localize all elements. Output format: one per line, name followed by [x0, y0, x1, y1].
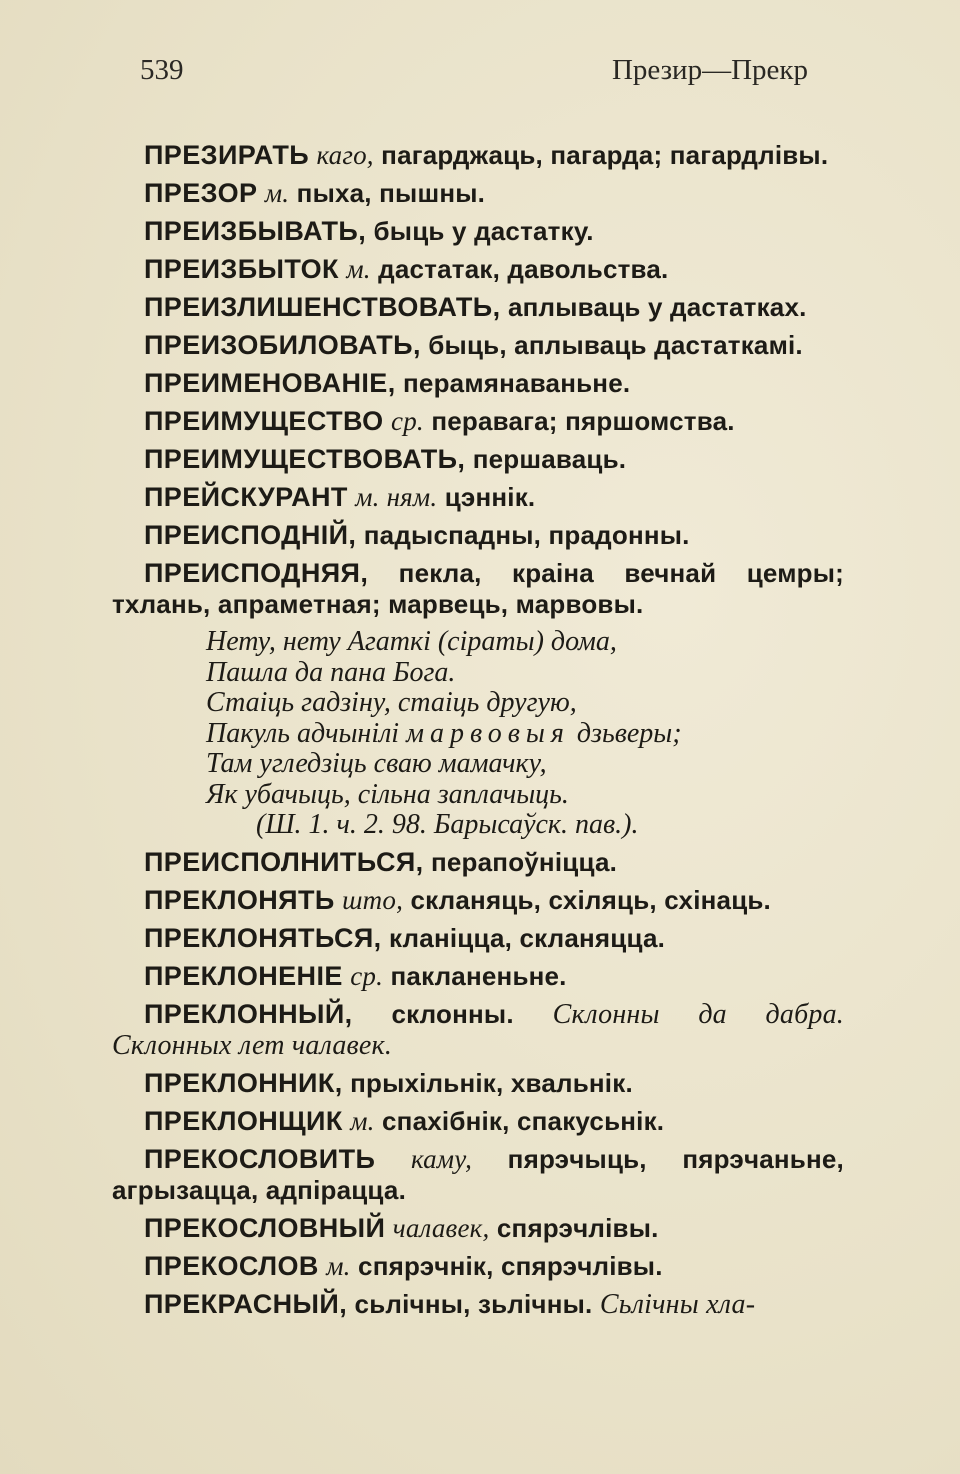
- translation: падыспадны, прадонны.: [363, 520, 690, 550]
- dictionary-entry: [112, 368, 844, 399]
- grammar-note: чалавек,: [392, 1212, 490, 1243]
- translation: кланіцца, скланяцца.: [389, 922, 666, 953]
- verse-line: Стаіць гадзіну, стаіць другую,: [206, 687, 577, 718]
- translation: перапоўніцца.: [430, 846, 618, 877]
- dictionary-entry: [112, 254, 844, 285]
- grammar-note: м.: [346, 254, 371, 284]
- translation: сьлічны, зьлічны.: [354, 1288, 593, 1319]
- headword: ПРЕКЛОНЯТЬСЯ,: [144, 922, 382, 953]
- headword: ПРЕИМЕНОВАНІЕ,: [144, 368, 396, 398]
- verse-line: Як убачыць, сільна заплачыць.: [206, 778, 569, 810]
- dictionary-entry: [112, 482, 844, 513]
- dictionary-entry: [112, 999, 844, 1061]
- verse-line-start: Пакуль адчынілі: [206, 717, 400, 749]
- grammar-note: каго,: [316, 140, 374, 170]
- dictionary-body: [112, 140, 844, 1327]
- headword: ПРЕИСПОЛНИТЬСЯ,: [144, 846, 424, 877]
- headword: ПРЕИСПОДНЯЯ,: [144, 558, 369, 588]
- translation: спярэчнік, спярэчлівы.: [358, 1250, 663, 1281]
- running-title: Презир—Прекр: [611, 53, 808, 86]
- translation: пекла, краіна вечнай цемры; тхлань, апраметная; марвець, марвовы.: [112, 558, 844, 619]
- headword: ПРЕКОСЛОВ: [144, 1250, 319, 1281]
- dictionary-entry: [112, 140, 844, 171]
- dictionary-entry: [112, 1068, 844, 1099]
- dictionary-entry: [112, 1251, 844, 1282]
- headword: ПРЕКЛОНЯТЬ: [144, 884, 335, 915]
- translation: першаваць.: [472, 444, 627, 474]
- grammar-note: м.: [264, 178, 290, 208]
- running-head: [140, 50, 808, 90]
- headword: ПРЕЗИРАТЬ: [144, 140, 310, 170]
- headword: ПРЕЗОР: [144, 178, 258, 208]
- dictionary-entry: [112, 406, 844, 437]
- headword: ПРЕКЛОНЩИК: [144, 1105, 343, 1136]
- headword: ПРЕИЗОБИЛОВАТЬ,: [144, 330, 421, 360]
- translation: пагарджаць, пагарда; пагардлівы.: [381, 140, 829, 170]
- dictionary-entry: [112, 1106, 844, 1137]
- headword: ПРЕЙСКУРАНТ: [144, 482, 348, 512]
- headword: ПРЕКЛОННИК,: [144, 1067, 343, 1098]
- grammar-note: м.: [350, 1105, 375, 1136]
- translation: пыха, пышны.: [296, 178, 486, 208]
- translation: перамянаваньне.: [403, 368, 631, 398]
- dictionary-entry: [112, 1289, 844, 1320]
- verse-quotation: [206, 627, 844, 841]
- dictionary-entry: [112, 292, 844, 323]
- dictionary-entry: [112, 330, 844, 361]
- entries-block-2: [112, 847, 844, 1320]
- translation: спахібнік, спакусьнік.: [382, 1105, 665, 1136]
- translation: дастатак, давольства.: [378, 254, 669, 284]
- headword: ПРЕИСПОДНІЙ,: [144, 520, 357, 550]
- translation: перавага; пяршомства.: [431, 406, 735, 436]
- verse-source: (Ш. 1. ч. 2. 98. Барысаўск. пав.).: [256, 809, 639, 840]
- headword: ПРЕИМУЩЕСТВО: [144, 406, 384, 436]
- verse-line: Пашла да пана Бога.: [206, 656, 456, 688]
- dictionary-entry: [112, 847, 844, 878]
- translation: цэннік.: [444, 482, 536, 512]
- grammar-note: ср.: [350, 960, 384, 991]
- grammar-note: каму,: [410, 1143, 473, 1174]
- dictionary-entry: [112, 1213, 844, 1244]
- grammar-note: м. ням.: [355, 482, 438, 512]
- verse-line-end: дзьверы;: [576, 717, 682, 749]
- translation: прыхільнік, хвальнік.: [350, 1067, 633, 1098]
- headword: ПРЕИЗБЫТОК: [144, 254, 339, 284]
- translation: быць, аплываць дастаткамі.: [428, 330, 803, 360]
- grammar-note: м.: [326, 1250, 351, 1281]
- verse-line: [206, 719, 844, 750]
- dictionary-entry: [112, 444, 844, 475]
- page-number: 539: [140, 53, 184, 86]
- verse-spaced-word: марвовыя: [406, 717, 570, 749]
- dictionary-entry: [112, 558, 844, 620]
- dictionary-entry: [112, 961, 844, 992]
- headword: ПРЕКОСЛОВИТЬ: [144, 1143, 376, 1174]
- translation: аплываць у дастатках.: [507, 292, 807, 322]
- dictionary-entry: [112, 216, 844, 247]
- verse-line: Там угледзіць сваю мамачку,: [206, 748, 547, 779]
- headword: ПРЕИЗЛИШЕНСТВОВАТЬ,: [144, 292, 501, 322]
- dictionary-entry: [112, 885, 844, 916]
- headword: ПРЕИМУЩЕСТВОВАТЬ,: [144, 444, 466, 474]
- grammar-note: што,: [342, 884, 404, 915]
- translation: склонны.: [391, 998, 514, 1029]
- usage-example: Склонны да дабра. Склонных лет чалавек.: [112, 998, 844, 1061]
- dictionary-entry: [112, 520, 844, 551]
- headword: ПРЕИЗБЫВАТЬ,: [144, 216, 367, 246]
- headword: ПРЕКЛОНЕНІЕ: [144, 960, 343, 991]
- verse-line: Нету, нету Агаткі (сіраты) дома,: [206, 626, 617, 657]
- headword: ПРЕКОСЛОВНЫЙ: [144, 1212, 386, 1243]
- translation: скланяць, схіляць, схінаць.: [410, 884, 771, 915]
- translation: пярэчыць, пярэчаньне, агрызацца, адпірацца.: [112, 1143, 844, 1205]
- headword: ПРЕКЛОННЫЙ,: [144, 998, 353, 1029]
- translation: быць у дастатку.: [373, 216, 594, 246]
- dictionary-entry: [112, 923, 844, 954]
- dictionary-entry: [112, 178, 844, 209]
- usage-example: Сьлічны хла-: [599, 1288, 756, 1320]
- dictionary-entry: [112, 1144, 844, 1206]
- translation: пакланеньне.: [390, 960, 567, 991]
- entries-block-1: [112, 140, 844, 620]
- translation: спярэчлівы.: [496, 1212, 659, 1243]
- headword: ПРЕКРАСНЫЙ,: [144, 1288, 348, 1319]
- grammar-note: ср.: [391, 406, 424, 436]
